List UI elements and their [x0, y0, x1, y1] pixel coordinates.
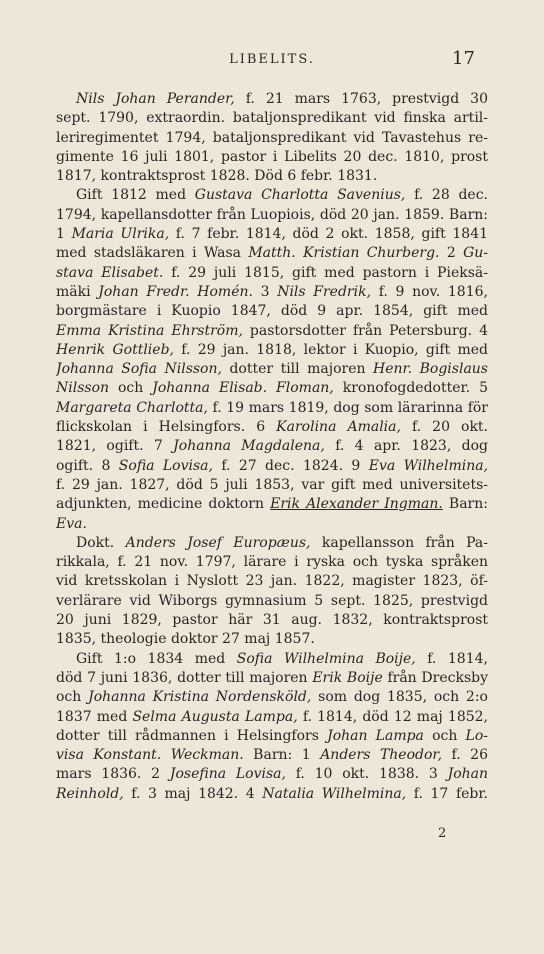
text-line — [56, 379, 488, 398]
text-segment: 1835, theologie doktor 27 maj 1857. — [56, 631, 315, 648]
text-segment: från Drecksby — [382, 669, 488, 686]
text-line — [56, 109, 488, 128]
text-segment: f. 17 febr. — [406, 785, 488, 802]
text-line — [56, 167, 488, 186]
page-number: 17 — [452, 48, 475, 69]
text-segment: 1794, kapellansdotter från Luopiois, död 20 jan. 1859. Barn: — [56, 206, 488, 223]
text-line — [56, 476, 488, 495]
italic-name: Henr. Bogislaus — [373, 361, 488, 378]
italic-name: Johanna Magdalena, — [173, 438, 325, 455]
italic-name: Lo- — [465, 727, 488, 744]
italic-name: Johan — [447, 766, 488, 783]
text-line — [56, 244, 488, 263]
text-line — [56, 90, 488, 109]
text-segment: kapellansson från Pa- — [310, 534, 488, 551]
text-segment: f. 3 maj 1842. 4 — [123, 785, 263, 802]
text-segment: f. 1814, död 12 maj 1852, — [297, 708, 488, 725]
italic-name: Reinhold, — [56, 785, 124, 802]
text-segment: mars 1836. 2 — [56, 766, 170, 783]
text-segment: f. 26 — [442, 747, 488, 764]
text-line — [56, 148, 488, 167]
italic-name: Johan Fredr. Homén. — [98, 283, 253, 300]
text-line — [56, 708, 488, 727]
italic-name: Sofia Wilhelmina Boije, — [236, 650, 416, 667]
body-text — [56, 90, 488, 804]
text-line — [56, 572, 488, 591]
italic-name: Johanna Sofia Nilsson, — [56, 361, 222, 378]
italic-name: visa Konstant. Weckman. — [56, 747, 244, 764]
text-line — [56, 341, 488, 360]
text-segment: f. 20 okt. — [400, 419, 488, 436]
italic-name: Matth. Kristian Churberg. — [248, 245, 440, 262]
italic-name: Selma Augusta Lampa, — [132, 708, 298, 725]
italic-name: Gustava Charlotta Savenius, — [194, 187, 406, 204]
text-segment: Barn: 1 — [243, 747, 321, 764]
italic-name: stava Elisabet. — [56, 264, 164, 281]
text-segment: Gift 1812 med — [76, 187, 195, 204]
text-segment: adjunkten, medicine doktorn — [56, 496, 271, 513]
text-segment: Gift 1:o 1834 med — [76, 650, 237, 667]
text-segment: Dokt. — [76, 534, 126, 551]
text-segment: 1821, ogift. 7 — [56, 438, 174, 455]
text-line — [56, 592, 488, 611]
text-line — [56, 283, 488, 302]
text-line — [56, 264, 488, 283]
text-line — [56, 669, 488, 688]
signature-mark: 2 — [438, 826, 447, 841]
text-line — [56, 611, 488, 630]
text-line — [56, 206, 488, 225]
text-segment: 2 — [439, 245, 464, 262]
text-segment: och — [56, 689, 89, 706]
text-segment: 3 — [252, 283, 278, 300]
italic-name: Erik Alexander Ingman. — [270, 496, 443, 513]
italic-name: Johanna Elisab. Floman, — [152, 380, 334, 397]
italic-name: Nils Fredrik, — [277, 283, 372, 300]
text-segment: kronofogdedotter. 5 — [333, 380, 488, 397]
text-line — [56, 553, 488, 572]
text-segment: och — [109, 380, 153, 397]
text-line — [56, 129, 488, 148]
italic-name: Josefina Lovisa, — [169, 766, 286, 783]
italic-name: Henrik Gottlieb, — [56, 341, 174, 358]
text-segment: Barn: — [442, 496, 488, 513]
italic-name: Maria Ulrika, — [71, 226, 170, 243]
italic-name: Johan Lampa — [327, 727, 424, 744]
text-segment: gimente 16 juli 1801, pastor i Libelits 20 dec. 1810, prost — [56, 148, 488, 165]
text-line — [56, 534, 488, 553]
text-segment: 1817, kontraktsprost 1828. Död 6 febr. 1831. — [56, 168, 378, 185]
text-segment: flickskolan i Helsingfors. 6 — [56, 419, 277, 436]
text-line — [56, 322, 488, 341]
italic-name: Natalia Wilhelmina, — [262, 785, 407, 802]
italic-name: Erik Boije — [312, 669, 383, 686]
text-segment: vid kretsskolan i Nyslott 23 jan. 1822, magister 1823, öf- — [56, 573, 488, 590]
text-segment: f. 29 juli 1815, gift med pastorn i Pieksä- — [163, 264, 488, 281]
italic-name: Emma Kristina Ehrström, — [56, 322, 243, 339]
text-segment: f. 28 dec. — [405, 187, 488, 204]
italic-name: Johanna Kristina Nordensköld, — [88, 689, 312, 706]
italic-name: Eva. — [56, 515, 87, 532]
text-segment: och — [423, 727, 466, 744]
text-segment: sept. 1790, extraordin. bataljonspredikant vid finska artil- — [56, 110, 488, 127]
text-line — [56, 225, 488, 244]
italic-name: Eva Wilhelmina, — [368, 457, 488, 474]
text-segment: död 7 juni 1836, dotter till majoren — [56, 669, 313, 686]
text-line — [56, 630, 488, 649]
text-line — [56, 302, 488, 321]
text-line — [56, 418, 488, 437]
text-line — [56, 727, 488, 746]
text-line — [56, 186, 488, 205]
italic-name: Sofia Lovisa, — [118, 457, 213, 474]
text-segment: f. 21 mars 1763, prestvigd 30 — [234, 91, 488, 107]
text-segment: som dog 1835, och 2:o — [311, 689, 488, 706]
italic-name: Gu- — [463, 245, 488, 262]
text-line — [56, 437, 488, 456]
text-line — [56, 765, 488, 784]
text-segment: 1 — [56, 226, 72, 243]
text-segment: leriregimentet 1794, bataljonspredikant vid Tavastehus re- — [56, 129, 488, 146]
text-line — [56, 495, 488, 514]
running-head: LIBELITS. — [229, 52, 315, 67]
text-segment: 20 juni 1829, pastor här 31 aug. 1832, kontraktsprost — [56, 612, 488, 629]
italic-name: Nilsson — [56, 380, 110, 397]
text-line — [56, 457, 488, 476]
text-line — [56, 688, 488, 707]
text-segment: f. 1814, — [415, 650, 488, 667]
italic-name: Margareta Charlotta, — [56, 399, 208, 416]
italic-name: Anders Theodor, — [320, 747, 443, 764]
text-segment: f. 29 jan. 1827, död 5 juli 1853, var gift med universitets- — [56, 476, 488, 493]
text-segment: dotter till rådmannen i Helsingfors — [56, 727, 328, 744]
text-line — [56, 360, 488, 379]
text-segment: 1837 med — [56, 708, 133, 725]
text-line — [56, 399, 488, 418]
text-line — [56, 785, 488, 804]
text-segment: f. 27 dec. 1824. 9 — [212, 457, 369, 474]
italic-name: Nils Johan Perander, — [76, 91, 235, 107]
text-segment: f. 10 okt. 1838. 3 — [285, 766, 448, 783]
text-segment: f. 7 febr. 1814, död 2 okt. 1858, gift 1841 — [169, 226, 488, 243]
text-line — [56, 746, 488, 765]
text-segment: f. 9 nov. 1816, — [371, 283, 488, 300]
text-line — [56, 650, 488, 669]
text-segment: med stadsläkaren i Wasa — [56, 245, 249, 262]
text-segment: rikkala, f. 21 nov. 1797, lärare i ryska och tyska språken — [56, 554, 488, 571]
text-segment: borgmästare i Kuopio 1847, död 9 apr. 1854, gift med — [56, 303, 488, 320]
text-line — [56, 515, 488, 534]
text-segment: mäki — [56, 283, 99, 300]
italic-name: Karolina Amalia, — [276, 419, 401, 436]
text-segment: pastorsdotter från Petersburg. 4 — [242, 322, 488, 339]
text-segment: dotter till majoren — [221, 361, 374, 378]
text-segment: f. 4 apr. 1823, dog — [324, 438, 488, 455]
text-segment: verlärare vid Wiborgs gymnasium 5 sept. 1825, prestvigd — [56, 592, 488, 609]
text-segment: f. 29 jan. 1818, lektor i Kuopio, gift med — [173, 341, 488, 358]
text-segment: ogift. 8 — [56, 457, 119, 474]
text-segment: f. 19 mars 1819, dog som lärarinna för — [207, 399, 488, 416]
italic-name: Anders Josef Europæus, — [125, 534, 311, 551]
